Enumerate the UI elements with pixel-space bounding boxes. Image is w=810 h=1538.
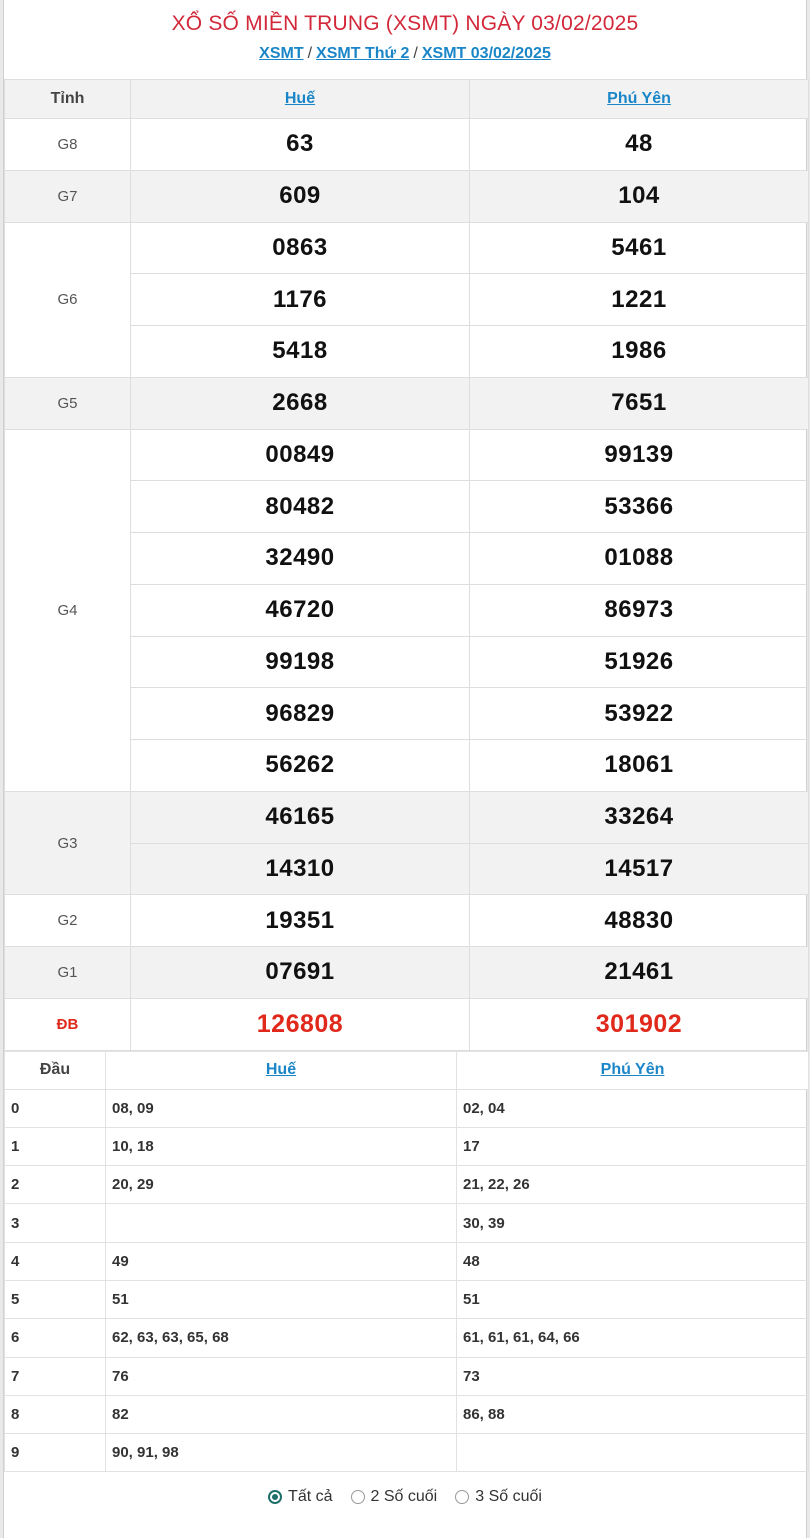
prize-number: 51926	[470, 636, 809, 688]
filter-option-last-2[interactable]	[351, 1488, 438, 1506]
loto-province-link-hue[interactable]: Huế	[265, 1061, 297, 1078]
province-column-label: Tỉnh	[5, 80, 131, 119]
filter-label: 2 Số cuối	[370, 1488, 438, 1506]
prize-row	[5, 947, 809, 999]
loto-row	[5, 1242, 809, 1280]
prize-number: 21461	[470, 947, 809, 999]
loto-province-link-phu-yen[interactable]: Phú Yên	[600, 1061, 665, 1078]
breadcrumb-separator: /	[307, 45, 313, 62]
loto-row	[5, 1089, 809, 1127]
loto-values: 82	[106, 1395, 457, 1433]
prize-number: 53922	[470, 688, 809, 740]
loto-values: 08, 09	[106, 1089, 457, 1127]
prize-number: 33264	[470, 791, 809, 843]
prize-number: 48	[470, 119, 809, 171]
results-card	[3, 0, 807, 1538]
special-prize-number: 126808	[131, 998, 470, 1050]
head-column-label: Đầu	[5, 1051, 106, 1089]
special-prize-number: 301902	[470, 998, 809, 1050]
prize-number: 14517	[470, 843, 809, 895]
prize-label: G3	[5, 791, 131, 895]
prize-row	[5, 429, 809, 481]
prize-number: 53366	[470, 481, 809, 533]
province-header-hue	[131, 80, 470, 119]
loto-body	[5, 1089, 809, 1472]
loto-values: 51	[457, 1280, 809, 1318]
results-header-row	[5, 80, 809, 119]
radio-empty-icon[interactable]	[351, 1490, 365, 1504]
prize-number: 2668	[131, 377, 470, 429]
prize-label: G8	[5, 119, 131, 171]
prize-row	[5, 377, 809, 429]
prize-number: 63	[131, 119, 470, 171]
prize-row	[5, 170, 809, 222]
radio-empty-icon[interactable]	[455, 1490, 469, 1504]
loto-values: 10, 18	[106, 1127, 457, 1165]
head-digit: 0	[5, 1089, 106, 1127]
prize-number: 56262	[131, 740, 470, 792]
loto-row	[5, 1395, 809, 1433]
prize-label: G6	[5, 222, 131, 377]
head-digit: 6	[5, 1319, 106, 1357]
province-link-phu-yen[interactable]: Phú Yên	[607, 90, 671, 107]
prize-number: 00849	[131, 429, 470, 481]
prize-row	[5, 791, 809, 843]
loto-values: 76	[106, 1357, 457, 1395]
loto-values: 30, 39	[457, 1204, 809, 1242]
prize-number: 46720	[131, 584, 470, 636]
filter-label: 3 Số cuối	[475, 1488, 542, 1506]
prize-label: G7	[5, 170, 131, 222]
loto-values: 61, 61, 61, 64, 66	[457, 1319, 809, 1357]
loto-values: 51	[106, 1280, 457, 1318]
loto-values: 73	[457, 1357, 809, 1395]
loto-row	[5, 1127, 809, 1165]
prize-number: 07691	[131, 947, 470, 999]
prize-row	[5, 222, 809, 274]
loto-values: 49	[106, 1242, 457, 1280]
loto-row	[5, 1434, 809, 1472]
head-digit: 4	[5, 1242, 106, 1280]
filter-option-all[interactable]	[268, 1488, 332, 1506]
prize-number: 0863	[131, 222, 470, 274]
province-header-phu-yen	[470, 80, 809, 119]
prize-label: G5	[5, 377, 131, 429]
loto-header-hue	[106, 1051, 457, 1089]
loto-header-phu-yen	[457, 1051, 809, 1089]
prize-number: 5461	[470, 222, 809, 274]
head-digit: 8	[5, 1395, 106, 1433]
breadcrumb-link-xsmt[interactable]: XSMT	[259, 45, 304, 62]
results-body	[5, 119, 809, 1051]
head-digit: 5	[5, 1280, 106, 1318]
head-digit: 3	[5, 1204, 106, 1242]
filter-option-last-3[interactable]	[455, 1488, 542, 1506]
head-digit: 2	[5, 1166, 106, 1204]
loto-values	[457, 1434, 809, 1472]
prize-label: G1	[5, 947, 131, 999]
loto-values: 86, 88	[457, 1395, 809, 1433]
prize-number: 18061	[470, 740, 809, 792]
head-digit: 1	[5, 1127, 106, 1165]
loto-table	[4, 1051, 809, 1473]
prize-label: G4	[5, 429, 131, 791]
breadcrumb	[4, 45, 806, 63]
prize-row	[5, 998, 809, 1050]
prize-number: 1221	[470, 274, 809, 326]
loto-values: 17	[457, 1127, 809, 1165]
loto-row	[5, 1319, 809, 1357]
prize-number: 1986	[470, 326, 809, 378]
loto-values	[106, 1204, 457, 1242]
prize-number: 46165	[131, 791, 470, 843]
loto-values: 90, 91, 98	[106, 1434, 457, 1472]
prize-row	[5, 119, 809, 171]
breadcrumb-link-xsmt-thu-2[interactable]: XSMT Thứ 2	[316, 45, 410, 62]
prize-number: 32490	[131, 533, 470, 585]
loto-row	[5, 1166, 809, 1204]
prize-label: ĐB	[5, 998, 131, 1050]
loto-values: 02, 04	[457, 1089, 809, 1127]
loto-values: 48	[457, 1242, 809, 1280]
prize-number: 7651	[470, 377, 809, 429]
prize-number: 99198	[131, 636, 470, 688]
loto-header-row	[5, 1051, 809, 1089]
prize-number: 14310	[131, 843, 470, 895]
breadcrumb-link-xsmt-date[interactable]: XSMT 03/02/2025	[421, 45, 551, 62]
radio-selected-icon[interactable]	[268, 1490, 282, 1504]
filter-label: Tất cả	[288, 1488, 333, 1506]
breadcrumb-separator: /	[413, 45, 418, 62]
prize-row	[5, 895, 809, 947]
loto-row	[5, 1204, 809, 1242]
head-digit: 9	[5, 1434, 106, 1472]
page-title: XỔ SỐ MIỀN TRUNG (XSMT) NGÀY 03/02/2025	[171, 12, 639, 35]
prize-number: 80482	[131, 481, 470, 533]
loto-values: 21, 22, 26	[457, 1166, 809, 1204]
prize-number: 609	[131, 170, 470, 222]
head-digit: 7	[5, 1357, 106, 1395]
digit-filter	[4, 1472, 806, 1522]
prize-number: 86973	[470, 584, 809, 636]
prize-number: 104	[470, 170, 809, 222]
prize-label: G2	[5, 895, 131, 947]
loto-values: 62, 63, 63, 65, 68	[106, 1319, 457, 1357]
loto-values: 20, 29	[106, 1166, 457, 1204]
prize-number: 19351	[131, 895, 470, 947]
prize-number: 01088	[470, 533, 809, 585]
results-table	[4, 79, 809, 1051]
prize-number: 48830	[470, 895, 809, 947]
prize-number: 96829	[131, 688, 470, 740]
results-header	[4, 0, 806, 79]
province-link-hue[interactable]: Huế	[284, 90, 316, 107]
prize-number: 1176	[131, 274, 470, 326]
loto-row	[5, 1357, 809, 1395]
prize-number: 99139	[470, 429, 809, 481]
prize-number: 5418	[131, 326, 470, 378]
loto-row	[5, 1280, 809, 1318]
